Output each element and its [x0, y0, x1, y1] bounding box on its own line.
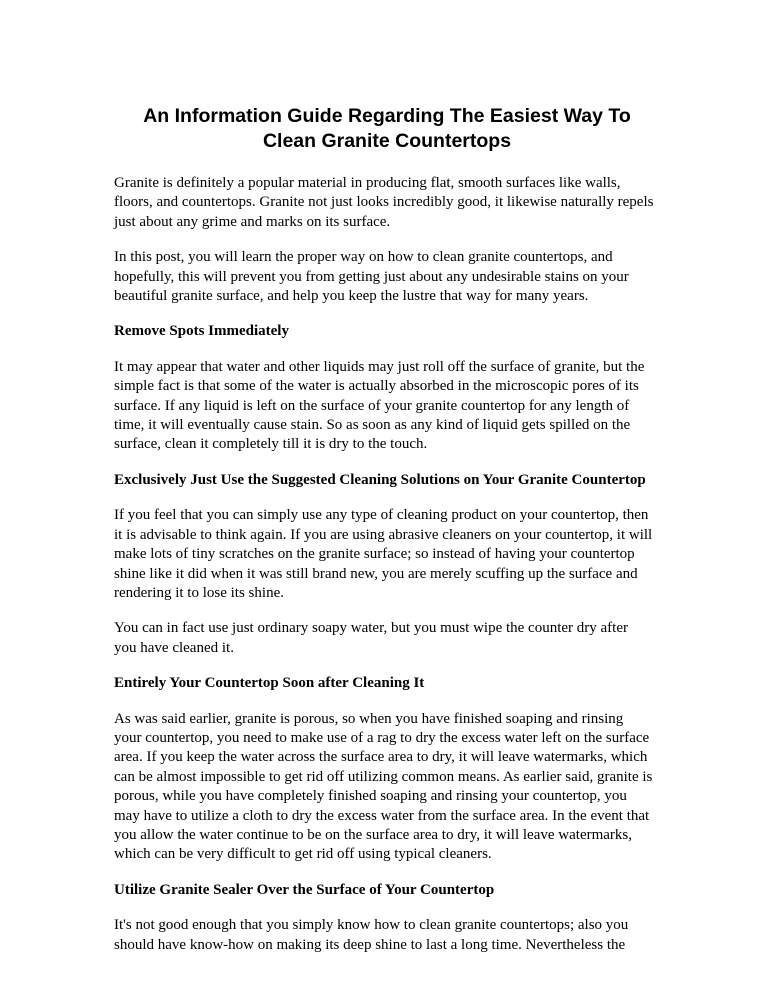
intro-paragraph: Granite is definitely a popular material in producing flat, smooth surfaces like walls, floors, and countertops. Granite not just looks incredibly good, it likewise naturally repels just about any grime and marks on its surface.	[114, 175, 654, 230]
dry-countertop-paragraph: As was said earlier, granite is porous, so when you have finished soaping and rinsing your countertop, you need to make use of a rag to dry the excess water left on the surface area. If you keep the water across the surface area to dry, it will leave watermarks, which can be almost impossible to get rid off utilizing common means. As earlier said, granite is porous, while you have completely finished soaping and rinsing your countertop, you may have to utilize a cloth to dry the excess water from the surface area. In the event that you allow the water continue to be on the surface area to dry, it will leave watermarks, which can be very difficult to get rid off using typical cleaners.	[114, 710, 653, 863]
section-heading-cleaning-solutions: Exclusively Just Use the Suggested Cleaning Solutions on Your Granite Countertop	[114, 471, 646, 488]
section-heading-dry-countertop: Entirely Your Countertop Soon after Cleaning It	[114, 675, 425, 692]
granite-sealer-paragraph: It's not good enough that you simply know how to clean granite countertops; also you should have know-how on making its deep shine to last a long time. Nevertheless the	[114, 917, 629, 953]
section-heading-remove-spots: Remove Spots Immediately	[114, 323, 289, 340]
document-page	[114, 104, 660, 971]
remove-spots-paragraph: It may appear that water and other liquids may just roll off the surface of granite, but the simple fact is that some of the water is actually absorbed in the microscopic pores of its surface. If any liquid is left on the surface of your granite countertop for any length of time, it will eventually cause stain. So as soon as any kind of liquid gets spilled on the surface, clean it completely till it is dry to the touch.	[114, 358, 645, 453]
document-title: An Information Guide Regarding The Easiest Way To Clean Granite Countertops	[143, 105, 631, 152]
purpose-paragraph: In this post, you will learn the proper way on how to clean granite countertops, and hopefully, this will prevent you from getting just about any undesirable stains on your beautiful granite surface, and help you keep the lustre that way for many years.	[114, 249, 629, 305]
cleaning-solutions-paragraph: If you feel that you can simply use any type of cleaning product on your countertop, then it is advisable to think again. If you are using abrasive cleaners on your countertop, it will make lots of tiny scratches on the granite surface; so instead of having your countertop shine like it did when it was still brand new, you are merely scuffing up the surface and rendering it to lose its shine.	[114, 507, 653, 601]
section-heading-granite-sealer: Utilize Granite Sealer Over the Surface of Your Countertop	[114, 881, 495, 898]
soapy-water-paragraph: You can in fact use just ordinary soapy water, but you must wipe the counter dry after you have cleaned it.	[114, 620, 628, 656]
